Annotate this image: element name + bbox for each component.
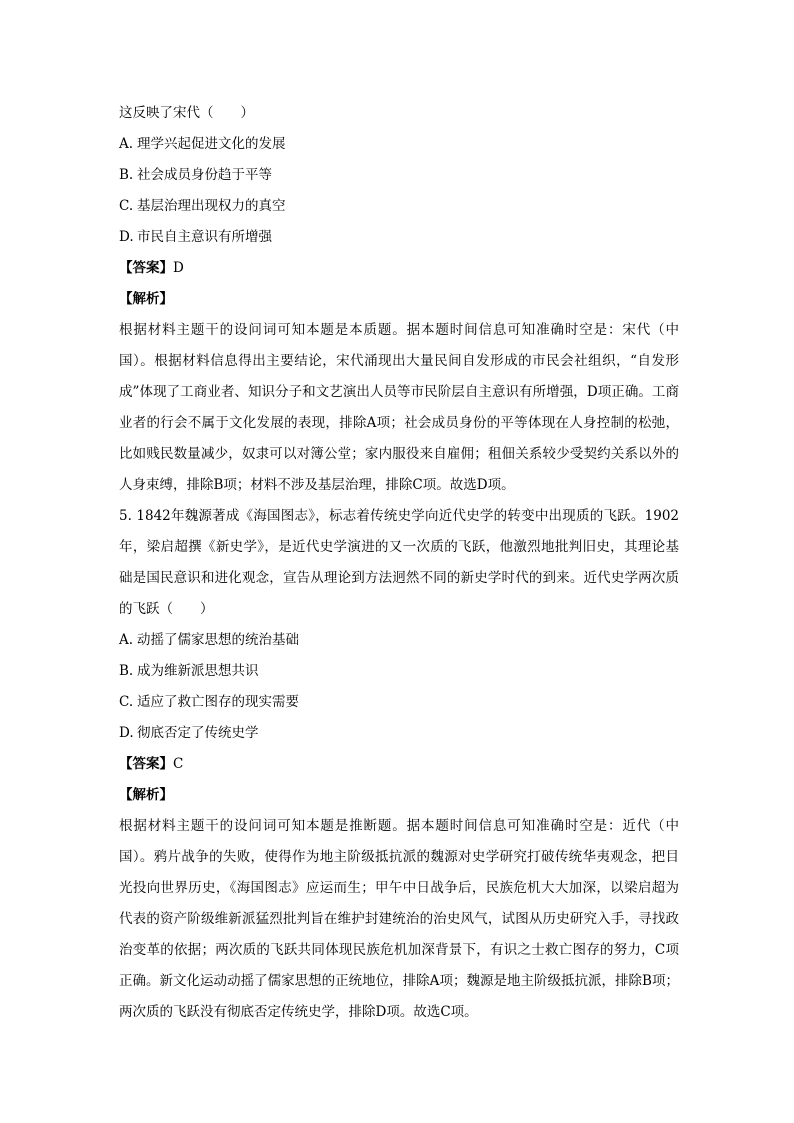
question-4-analysis-text: 根据材料主题干的设问词可知本题是本质题。据本题时间信息可知准确时空是：宋代（中国）。根据材料信息得出主要结论，宋代涌现出大量民间自发形成的市民会社组织，“自发形成”体现了工商业者、知识分子和文艺演出人员等市民阶层自主意识有所增强，D项正确。工商业者的行会不属于文化发展的表现，排除A项；社会成员身份的平等体现在人身控制的松弛，比如贱民数量减少，奴隶可以对簿公堂；家内服役来自雇佣；租佃关系较少受契约关系以外的人身束缚，排除B项；材料不涉及基层治理，排除C项。故选D项。	[119, 322, 679, 493]
question-5-option-b	[119, 656, 679, 687]
option-letter: C.	[119, 198, 134, 214]
question-5-option-d	[119, 718, 679, 749]
option-letter: D.	[119, 229, 134, 245]
question-4-stem-tail: 这反映了宋代（ ）	[119, 105, 254, 121]
question-5-analysis-text: 根据材料主题干的设问词可知本题是推断题。据本题时间信息可知准确时空是：近代（中国）。鸦片战争的失败，使得作为地主阶级抵抗派的魏源对史学研究打破传统华夷观念，把目光投向世界历史，《海国图志》应运而生；甲午中日战争后，民族危机大大加深，以梁启超为代表的资产阶级维新派猛烈批判旨在维护封建统治的治史风气，试图从历史研究入手，寻找政治变革的依据；两次质的飞跃共同体现民族危机加深背景下，有识之士救亡图存的努力，C项正确。新文化运动动摇了儒家思想的正统地位，排除A项；魏源是地主阶级抵抗派，排除B项；两次质的飞跃没有彻底否定传统史学，排除D项。故选C项。	[119, 818, 679, 1020]
question-4-option-b	[119, 160, 679, 191]
option-letter: D.	[119, 725, 134, 741]
question-4-option-d	[119, 222, 679, 253]
option-letter: B.	[119, 167, 134, 183]
question-4-option-a	[119, 129, 679, 160]
option-text: 动摇了儒家思想的统治基础	[137, 632, 299, 648]
option-text: 成为维新派思想共识	[137, 663, 259, 679]
answer-value: D	[173, 260, 184, 276]
question-5-answer	[119, 749, 679, 780]
answer-label: 【答案】	[119, 756, 173, 772]
option-letter: A.	[119, 136, 134, 152]
option-text: 社会成员身份趋于平等	[137, 167, 272, 183]
option-letter: C.	[119, 694, 134, 710]
question-5-option-a	[119, 625, 679, 656]
option-letter: B.	[119, 663, 134, 679]
document-page	[119, 98, 679, 1028]
option-text: 市民自主意识有所增强	[137, 229, 272, 245]
answer-label: 【答案】	[119, 260, 173, 276]
question-4-answer	[119, 253, 679, 284]
option-text: 适应了救亡图存的现实需要	[137, 694, 299, 710]
question-4-analysis-label: 【解析】	[119, 291, 173, 307]
option-text: 基层治理出现权力的真空	[137, 198, 286, 214]
question-5-option-c	[119, 687, 679, 718]
answer-value: C	[173, 756, 184, 772]
option-text: 理学兴起促进文化的发展	[137, 136, 286, 152]
option-text: 彻底否定了传统史学	[137, 725, 259, 741]
question-4-option-c	[119, 191, 679, 222]
question-5-stem: 5. 1842年魏源著成《海国图志》，标志着传统史学向近代史学的转变中出现质的飞跃。1902年，梁启超撰《新史学》，是近代史学演进的又一次质的飞跃，他激烈地批判旧史，其理论基础是国民意识和进化观念，宣告从理论到方法迥然不同的新史学时代的到来。近代史学两次质的飞跃（ ）	[119, 508, 679, 617]
question-5-analysis-label: 【解析】	[119, 787, 173, 803]
option-letter: A.	[119, 632, 134, 648]
